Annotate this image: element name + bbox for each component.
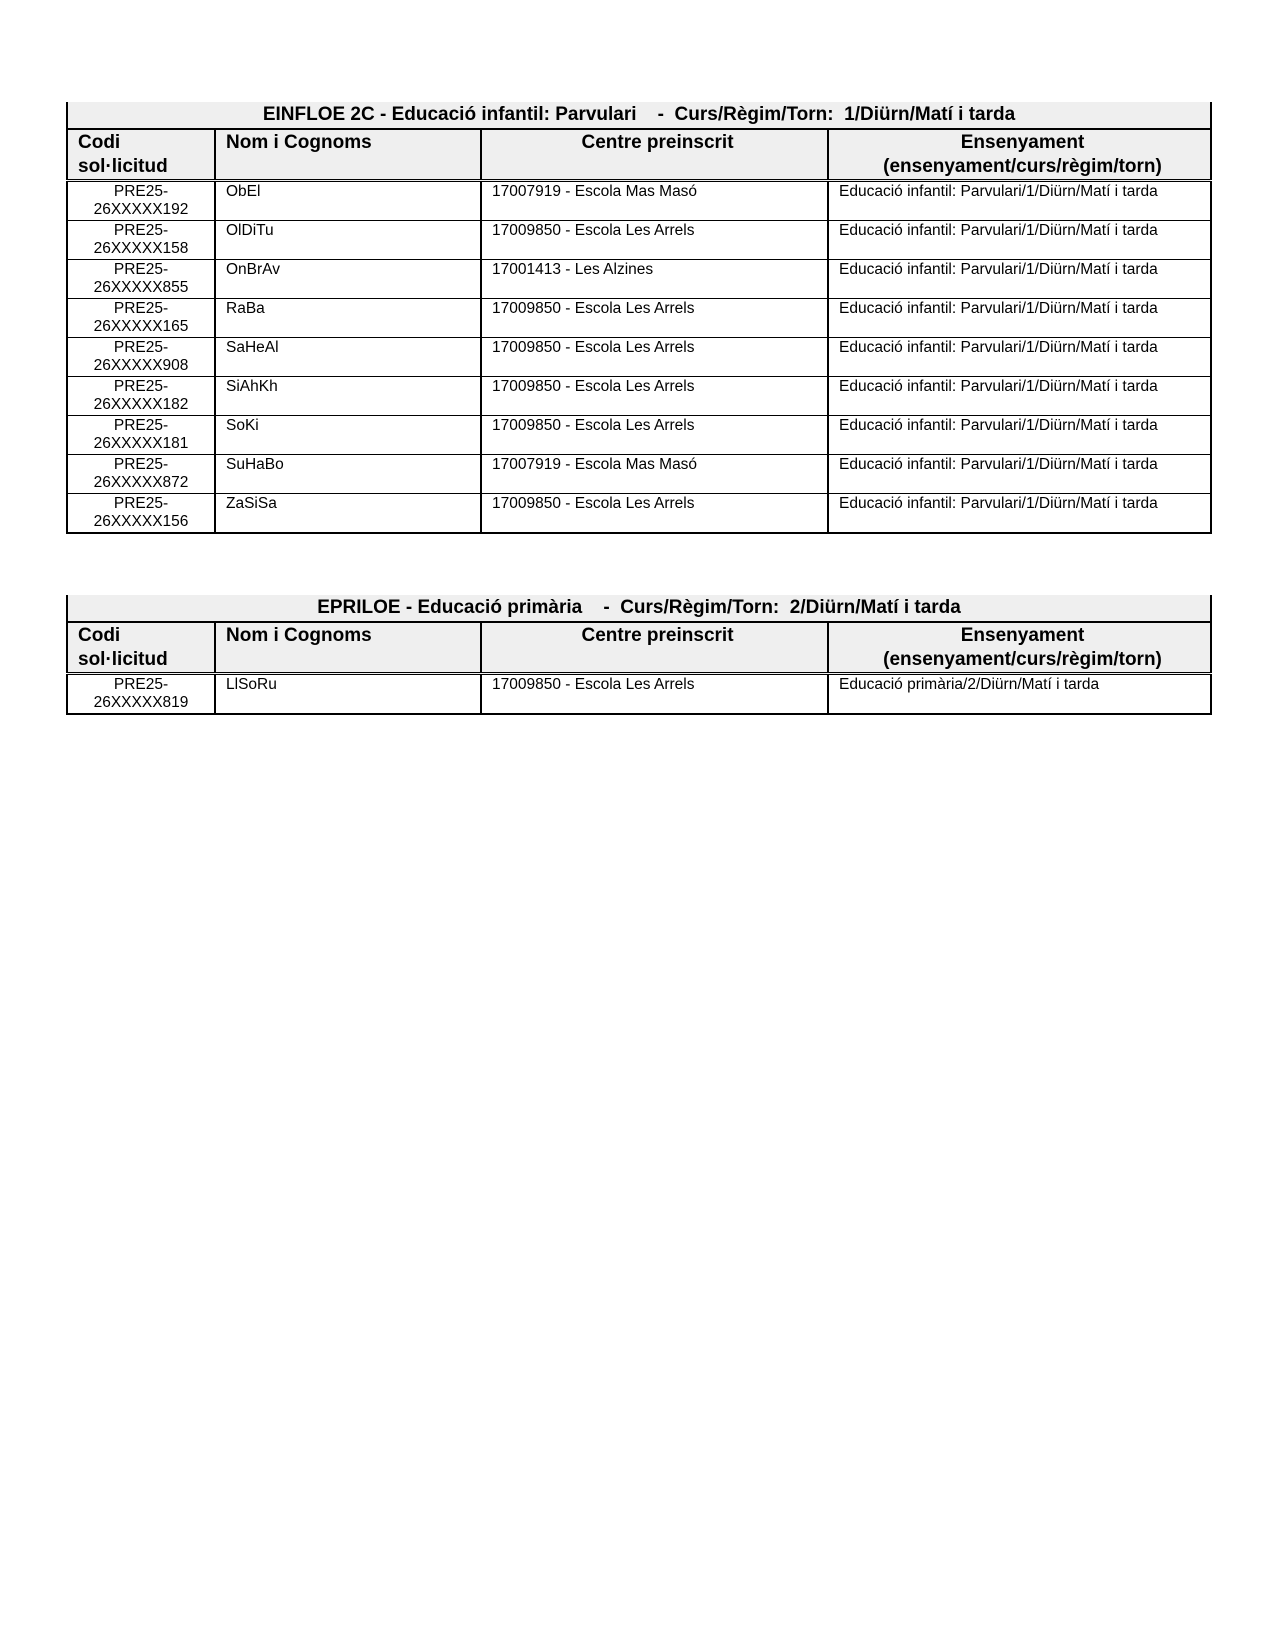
cell-teaching: Educació infantil: Parvulari/1/Diürn/Matí i tarda: [828, 299, 1211, 338]
cell-name: SoKi: [215, 416, 481, 455]
table-row: [67, 221, 1211, 260]
header-teaching: [828, 129, 1211, 181]
cell-code-line1: PRE25-: [113, 456, 169, 473]
cell-code-line2: 26XXXXX192: [93, 201, 189, 218]
table-title-row: [67, 595, 1211, 622]
table-title: EPRILOE - Educació primària - Curs/Règim/Torn: 2/Diürn/Matí i tarda: [67, 595, 1211, 622]
cell-teaching: Educació infantil: Parvulari/1/Diürn/Matí i tarda: [828, 494, 1211, 534]
header-code-line1: Codi: [78, 625, 121, 646]
header-teaching-line2: (ensenyament/curs/règim/torn): [883, 649, 1162, 670]
cell-code: [67, 416, 215, 455]
cell-code-line1: PRE25-: [113, 261, 169, 278]
cell-teaching: Educació infantil: Parvulari/1/Diürn/Matí i tarda: [828, 455, 1211, 494]
table-header-row: [67, 129, 1211, 181]
cell-code-line2: 26XXXXX855: [93, 279, 189, 296]
table-title-row: [67, 102, 1211, 129]
cell-code-line1: PRE25-: [113, 339, 169, 356]
header-centre: Centre preinscrit: [481, 622, 828, 674]
table-row: [67, 455, 1211, 494]
cell-code-line2: 26XXXXX872: [93, 474, 189, 491]
cell-code: [67, 338, 215, 377]
cell-centre: 17009850 - Escola Les Arrels: [481, 416, 828, 455]
cell-teaching: Educació infantil: Parvulari/1/Diürn/Matí i tarda: [828, 221, 1211, 260]
header-code-line2: sol·licitud: [78, 156, 168, 177]
header-teaching-line1: Ensenyament: [960, 625, 1085, 646]
cell-code-line2: 26XXXXX158: [93, 240, 189, 257]
cell-name: RaBa: [215, 299, 481, 338]
cell-name: OlDiTu: [215, 221, 481, 260]
cell-centre: 17009850 - Escola Les Arrels: [481, 299, 828, 338]
cell-code: [67, 221, 215, 260]
table-row: [67, 338, 1211, 377]
header-teaching-line2: (ensenyament/curs/règim/torn): [883, 156, 1162, 177]
cell-teaching: Educació infantil: Parvulari/1/Diürn/Matí i tarda: [828, 181, 1211, 221]
table-row: [67, 299, 1211, 338]
header-teaching-line1: Ensenyament: [960, 132, 1085, 153]
cell-centre: 17009850 - Escola Les Arrels: [481, 377, 828, 416]
enrollment-table-infantil: [66, 102, 1212, 534]
cell-centre: 17009850 - Escola Les Arrels: [481, 338, 828, 377]
cell-code-line1: PRE25-: [113, 378, 169, 395]
cell-name: SuHaBo: [215, 455, 481, 494]
cell-code: [67, 299, 215, 338]
cell-code-line1: PRE25-: [113, 417, 169, 434]
cell-code-line2: 26XXXXX165: [93, 318, 189, 335]
cell-code-line1: PRE25-: [113, 495, 169, 512]
cell-code: [67, 455, 215, 494]
cell-code: [67, 494, 215, 534]
enrollment-table-primaria: [66, 595, 1212, 715]
cell-name: LlSoRu: [215, 674, 481, 715]
cell-code-line1: PRE25-: [113, 676, 169, 693]
cell-teaching: Educació infantil: Parvulari/1/Diürn/Matí i tarda: [828, 260, 1211, 299]
table-row: [67, 416, 1211, 455]
cell-code-line2: 26XXXXX819: [93, 694, 189, 711]
header-code: [67, 129, 215, 181]
cell-teaching: Educació infantil: Parvulari/1/Diürn/Matí i tarda: [828, 338, 1211, 377]
cell-name: ObEl: [215, 181, 481, 221]
cell-code-line2: 26XXXXX156: [93, 513, 189, 530]
header-centre: Centre preinscrit: [481, 129, 828, 181]
cell-code-line2: 26XXXXX181: [93, 435, 189, 452]
cell-name: ZaSiSa: [215, 494, 481, 534]
cell-code: [67, 181, 215, 221]
cell-name: OnBrAv: [215, 260, 481, 299]
cell-centre: 17001413 - Les Alzines: [481, 260, 828, 299]
header-teaching: [828, 622, 1211, 674]
table-title: EINFLOE 2C - Educació infantil: Parvulari - Curs/Règim/Torn: 1/Diürn/Matí i tarda: [67, 102, 1211, 129]
table-row: [67, 494, 1211, 534]
cell-centre: 17007919 - Escola Mas Masó: [481, 181, 828, 221]
header-code: [67, 622, 215, 674]
header-name: Nom i Cognoms: [215, 622, 481, 674]
cell-code-line2: 26XXXXX908: [93, 357, 189, 374]
cell-code-line2: 26XXXXX182: [93, 396, 189, 413]
cell-teaching: Educació primària/2/Diürn/Matí i tarda: [828, 674, 1211, 715]
table-row: [67, 260, 1211, 299]
header-name: Nom i Cognoms: [215, 129, 481, 181]
cell-code-line1: PRE25-: [113, 222, 169, 239]
cell-code-line1: PRE25-: [113, 300, 169, 317]
header-code-line1: Codi: [78, 132, 121, 153]
table-row: [67, 377, 1211, 416]
cell-code: [67, 260, 215, 299]
cell-name: SiAhKh: [215, 377, 481, 416]
cell-code: [67, 674, 215, 715]
cell-teaching: Educació infantil: Parvulari/1/Diürn/Matí i tarda: [828, 377, 1211, 416]
table-row: [67, 181, 1211, 221]
cell-teaching: Educació infantil: Parvulari/1/Diürn/Matí i tarda: [828, 416, 1211, 455]
cell-centre: 17009850 - Escola Les Arrels: [481, 674, 828, 715]
cell-centre: 17007919 - Escola Mas Masó: [481, 455, 828, 494]
table-row: [67, 674, 1211, 715]
cell-code: [67, 377, 215, 416]
cell-name: SaHeAl: [215, 338, 481, 377]
cell-centre: 17009850 - Escola Les Arrels: [481, 494, 828, 534]
cell-centre: 17009850 - Escola Les Arrels: [481, 221, 828, 260]
header-code-line2: sol·licitud: [78, 649, 168, 670]
cell-code-line1: PRE25-: [113, 183, 169, 200]
table-header-row: [67, 622, 1211, 674]
